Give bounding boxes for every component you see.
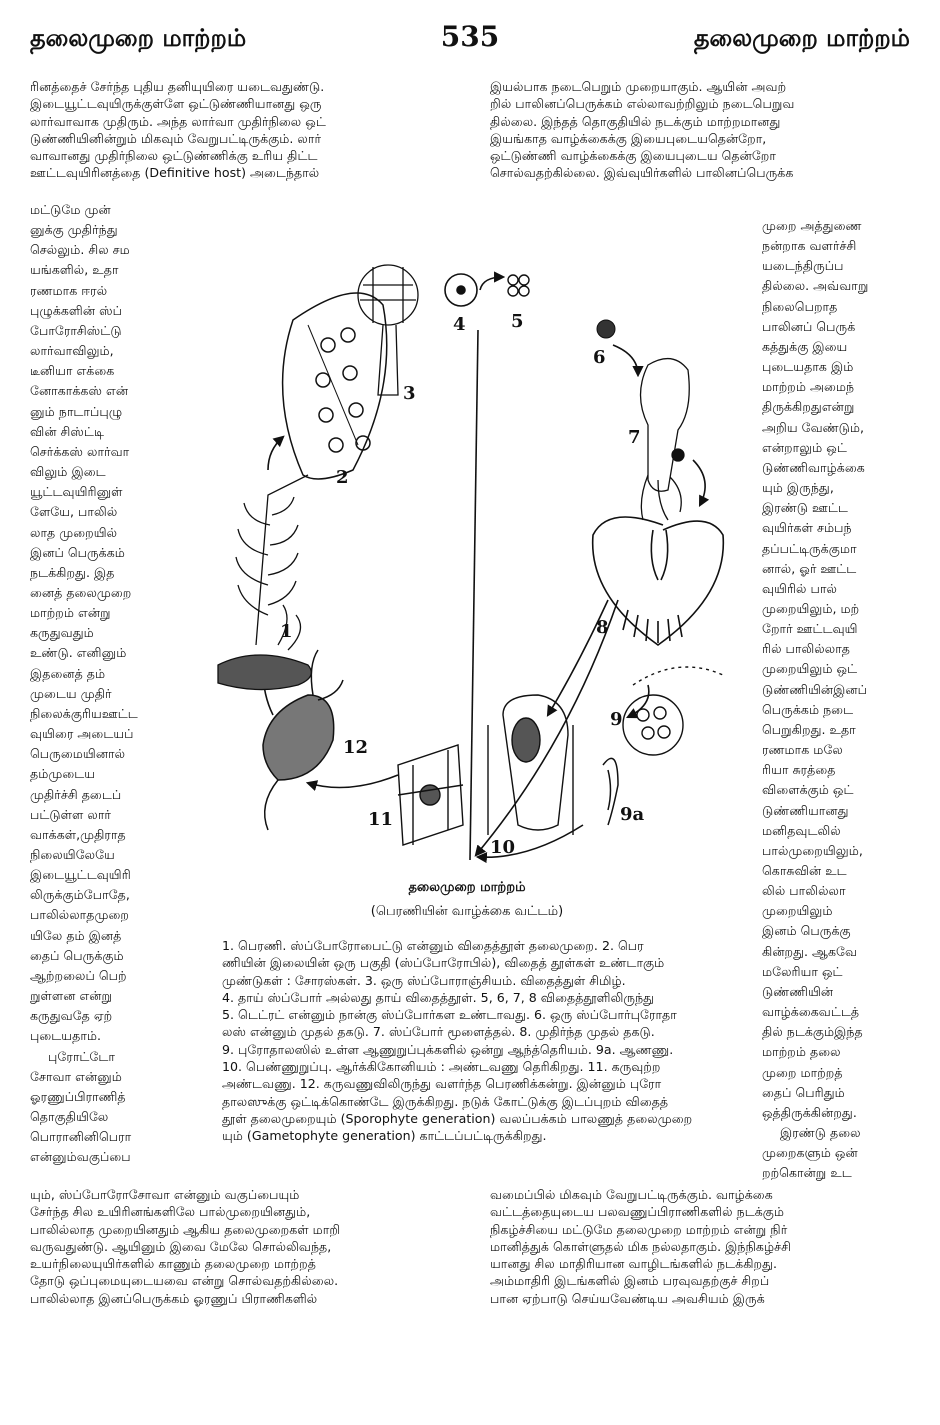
text-line: மாற்றம் தலை: [762, 1044, 841, 1060]
text-line: இயல்பாக நடைபெறும் முறையாகும். ஆயின் அவற்: [490, 79, 787, 94]
dividing-line: [470, 330, 478, 860]
legend-line: 9. புரோதாலஸில் உள்ள ஆணுறுப்புக்களில் ஒன்று ஆந்த்தெரியம். 9a. ஆணணு.: [222, 1041, 674, 1057]
text-line: பொரானினிபெரா: [30, 1129, 132, 1145]
text-line: லிருக்கும்போதே,: [30, 887, 130, 903]
figure-caption-title: தலைமுறை மாற்றம்: [408, 880, 526, 895]
text-line: போரோசிஸ்ட்டு: [30, 322, 122, 338]
text-line: தொகுதியிலே: [30, 1109, 109, 1125]
text-line: கொசுவின் உட: [762, 863, 847, 878]
text-line: கின்றது. ஆகவே: [762, 943, 858, 959]
top-right-paragraph: [490, 78, 910, 182]
legend-line: அண்டவணு. 12. கருவணுவிலிருந்து வளர்ந்த பெரணிக்கன்று. இன்னும் புரோ: [222, 1076, 662, 1092]
sporangium: [358, 265, 418, 395]
text-line: டுண்ணியின்: [762, 983, 834, 999]
text-line: பெறுகிறது. உதா: [762, 721, 856, 737]
running-title-right: தலைமுறை மாற்றம்: [693, 24, 910, 52]
text-line: முறை மாற்றத்: [762, 1064, 843, 1080]
text-line: ரில் பாலில்லாத: [762, 641, 850, 657]
text-line: செல்லும். சில சம: [30, 242, 130, 258]
label-6: 6: [593, 347, 606, 368]
text-line: பாலினப் பெருக்: [762, 318, 856, 334]
text-line: தைப் பெரிதும்: [762, 1084, 845, 1100]
text-line: வருவதுண்டு. ஆயினும் இவை மேலே சொல்லிவந்த,: [30, 1238, 332, 1254]
text-line: செர்க்கஸ் லார்வா: [30, 443, 130, 459]
text-line: வுயிர்கள் சம்பந்: [762, 520, 852, 536]
text-line: இயங்காத வாழ்க்கைக்கு இயைபுடையதென்றோ,: [490, 130, 767, 146]
text-line: இனம் பெருக்கு: [762, 923, 851, 939]
single-spore: [597, 320, 615, 338]
life-cycle-diagram: [208, 205, 726, 875]
left-narrow-column: [30, 200, 185, 1168]
bottom-left-paragraph: [30, 1186, 470, 1307]
text-line: சேர்ந்த சில உயிரினங்களிலே பால்முறையினதும்,: [30, 1204, 311, 1220]
text-line: றோர் ஊட்டவுயி: [762, 621, 858, 637]
text-line: னோகாக்கஸ் என்: [30, 383, 129, 399]
mother-spore: [445, 274, 477, 306]
label-12: 12: [343, 737, 369, 758]
text-line: கத்துக்கு இயை: [762, 338, 848, 354]
legend-line: ணியின் இலையின் ஒரு பகுதி (ஸ்ப்போரோபில்), விதைத் தூள்கள் உண்டாகும்: [222, 955, 665, 971]
legend-line: 10. பெண்ணுறுப்பு. ஆர்க்கிகோனியம் : அண்டவணு தெரிகிறது. 11. கருவுற்ற: [222, 1059, 661, 1075]
text-line: மனிதவுடலில்: [762, 822, 841, 838]
label-10: 10: [490, 837, 516, 858]
label-9: 9: [610, 709, 623, 730]
text-line: பட்டுள்ள லார்: [30, 806, 111, 822]
text-line: முறை அத்துணை: [762, 218, 862, 233]
cycle-arrow: [308, 775, 398, 788]
text-line: முடைய முதிர்: [30, 685, 112, 701]
text-line: விலும் இடை: [30, 464, 106, 480]
bottom-right-paragraph: [490, 1186, 910, 1307]
text-line: யங்களில், உதா: [30, 262, 119, 278]
text-line: மட்டுமே முன்: [30, 202, 111, 217]
label-1: 1: [280, 621, 293, 642]
germinating-spore: [641, 359, 690, 520]
text-line: பெருமையினால்: [30, 746, 126, 762]
text-line: னால், ஓர் ஊட்ட: [762, 560, 857, 576]
cycle-arrow: [693, 460, 705, 505]
text-line: ஒத்திருக்கின்றது.: [762, 1104, 857, 1120]
text-line: என்றாலும் ஒட்: [762, 439, 847, 455]
text-line: பான ஏற்பாடு செய்யவேண்டிய அவசியம் இருக்: [490, 1290, 765, 1306]
text-line: தில்லை. இந்தத் தொகுதியில் நடக்கும் மாற்றமானது: [490, 113, 781, 129]
text-line: டீனியா எக்கை: [30, 363, 115, 379]
text-line: மாற்றம் அமைந்: [762, 379, 855, 395]
figure-legend: [200, 937, 748, 1145]
text-line: டுண்ணியினின்றும் மிகவும் வேறுபட்டிருக்கும். லார்: [30, 130, 322, 146]
figure-caption-subtitle: (பெரணியின் வாழ்க்கை வட்டம்): [370, 904, 564, 919]
text-line: தைப் பெருக்கும்: [30, 947, 124, 963]
text-line: தில்லை. அவ்வாறு: [762, 278, 869, 294]
text-line: என்னும்வகுப்பை: [30, 1149, 131, 1165]
text-line: நிகழ்ச்சியை மட்டுமே தலைமுறை மாற்றம் என்று நிர்: [490, 1221, 788, 1237]
text-line: வட்டத்தையுடைய பலவணுப்பிராணிகளில் நடக்கும்: [490, 1204, 785, 1220]
text-line: லார்வாவிலும்,: [30, 343, 114, 359]
legend-line: லஸ் என்னும் முதல் தகடு. 7. ஸ்ப்போர் மூளைத்தல். 8. முதிர்ந்த முதல் தகடு.: [222, 1024, 655, 1040]
text-line: யிலே தம் இனத்: [30, 927, 122, 943]
text-line: நிலைக்குரியஊட்ட: [30, 705, 138, 721]
text-line: வாழ்க்கைவட்டத்: [762, 1004, 860, 1020]
text-line: விளைக்கும் ஒட்: [762, 782, 854, 798]
text-line: ளேயே, பாலில்: [30, 504, 118, 520]
text-line: லார்வாவாக முதிரும். அந்த லார்வா முதிர்நிலை ஒட்: [30, 113, 326, 129]
text-line: உயர்நிலையுயிர்களில் காணும் தலைமுறை மாற்றத்: [30, 1256, 316, 1272]
text-line: றில் பாலினப்பெருக்கம் எல்லாவற்றிலும் நடைபெறுவ: [490, 96, 795, 112]
text-line: இரண்டு ஊட்ட: [762, 500, 848, 516]
text-line: தோடு ஒப்புமையுடையவை என்று சொல்வதற்கில்லை.: [30, 1273, 339, 1289]
legend-line: யும் (Gametophyte generation) காட்டப்பட்டிருக்கிறது.: [222, 1128, 547, 1144]
text-line: வாக்கள்,முதிராத: [30, 826, 126, 842]
cycle-arrow: [268, 437, 283, 470]
running-title-left: தலைமுறை மாற்றம்: [30, 24, 247, 52]
text-line: யும் இருந்து,: [762, 480, 834, 496]
text-line: ரினத்தைச் சேர்ந்த புதிய தனியுயிரை யடைவதுண்டு.: [30, 79, 325, 94]
text-line: வின் சிஸ்ட்டி: [30, 423, 104, 439]
text-line: பாலில்லாதமுறை: [30, 907, 129, 923]
text-line: கருதுவதும்: [30, 625, 94, 641]
text-line: புரோட்டோ: [48, 1048, 115, 1064]
text-line: தில் நடக்கும்இந்த: [762, 1024, 863, 1040]
text-line: ரணமாக ஈரல்: [30, 282, 108, 298]
text-line: வுயிரில் பால்: [762, 580, 837, 596]
text-line: நிலைபெறாத: [762, 298, 838, 314]
text-line: சொல்வதற்கில்லை. இவ்வுயிர்களில் பாலினப்பெருக்க: [490, 165, 794, 181]
text-line: லில் பாலில்லா: [762, 883, 846, 899]
label-8: 8: [596, 617, 609, 638]
spore-tetrad: [508, 275, 529, 296]
text-line: புழுக்களின் ஸ்ப்: [30, 302, 122, 318]
text-line: தம்முடைய: [30, 766, 96, 782]
text-line: மாற்றம் என்று: [30, 605, 111, 621]
text-line: வாவானது முதிர்நிலை ஒட்டுண்ணிக்கு உரிய திட்ட: [30, 148, 318, 164]
text-line: முறையிலும், மற்: [762, 600, 860, 616]
text-line: இடையூட்டவுயிருக்குள்ளே ஒட்டுண்ணியானது ஒரு: [30, 96, 322, 112]
text-line: னுக்கு முதிர்ந்து: [30, 222, 118, 238]
label-11: 11: [368, 809, 394, 830]
text-line: ரியா சுரத்தை: [762, 762, 836, 778]
text-line: ஆற்றலைப் பெற்: [30, 967, 127, 983]
text-line: அறிய வேண்டும்,: [762, 419, 865, 435]
text-line: பால்முறையிலும்,: [762, 842, 863, 858]
label-2: 2: [336, 467, 349, 488]
text-line: வமைப்பில் மிகவும் வேறுபட்டிருக்கும். வாழ்க்கை: [490, 1187, 773, 1202]
text-line: றற்கொன்று உட: [762, 1165, 852, 1181]
text-line: யானது சில மாதிரியான வாழிடங்களில் நடக்கிறது.: [490, 1256, 778, 1272]
text-line: மானித்துக் கொள்ளுதல் மிக நல்லதாகும். இந்நிகழ்ச்சி: [490, 1238, 791, 1254]
text-line: இனப் பெருக்கம்: [30, 544, 125, 560]
text-line: வுயிரை அடையப்: [30, 726, 134, 742]
legend-line: முண்டுகள் : சோரஸ்கள். 3. ஒரு ஸ்ப்போராஞ்சியம். விதைத்துள் சிமிழ்.: [222, 972, 626, 988]
cycle-arrow: [613, 345, 638, 375]
text-line: ரணமாக மலே: [762, 742, 843, 758]
right-narrow-column: [762, 216, 912, 1184]
text-line: யும், ஸ்ப்போரோசோவா என்னும் வகுப்பையும்: [30, 1187, 300, 1202]
cycle-arrow: [480, 277, 503, 290]
text-line: டுண்ணிவாழ்க்கை: [762, 459, 865, 475]
text-line: தப்பட்டிருக்குமா: [762, 540, 857, 556]
fertilized-egg: [398, 745, 463, 845]
text-line: இடையூட்டவுயிரி: [30, 867, 131, 883]
text-line: றுள்ளன என்று: [30, 988, 113, 1004]
text-line: பாலில்லாத இனப்பெருக்கம் ஓரணுப் பிராணிகளில்: [30, 1290, 318, 1306]
text-line: பாலில்லாத முறையினதும் ஆகிய தலைமுறைகள் மாறி: [30, 1221, 341, 1237]
text-line: முதிர்ச்சி தடைப்: [30, 786, 122, 802]
text-line: னும் நாடாப்புழு: [30, 403, 123, 419]
text-line: அம்மாதிரி இடங்களில் இனம் பரவுவதற்குச் சிறப்: [490, 1273, 770, 1289]
antherozoid: [603, 758, 618, 825]
prothallus: [593, 517, 724, 645]
archegonium: [488, 695, 573, 835]
text-line: உண்டு. எனினும்: [30, 645, 127, 661]
text-line: ஊட்டவுயிரினத்தை (Definitive host) அடைந்தால்: [30, 165, 320, 181]
legend-line: 1. பெரணி. ஸ்ப்போரோபைட்டு என்னும் விதைத்தூள் தலைமுறை. 2. பெர: [222, 938, 644, 953]
text-line: லாத முறையில்: [30, 524, 118, 540]
fern-life-cycle-figure: [208, 205, 726, 875]
text-line: முறையிலும் ஒட்: [762, 661, 858, 677]
legend-line: 5. டெட்ரட் என்னும் நான்கு ஸ்ப்போர்கள உண்டாவது. 6. ஒரு ஸ்ப்போர்புரோதா: [222, 1007, 677, 1023]
text-line: னைத் தலைமுறை: [30, 584, 132, 600]
text-line: முறையிலும்: [762, 903, 833, 919]
legend-line: தூள் தலைமுறையும் (Sporophyte generation) வலப்பக்கம் பாலணுத் தலைமுறை: [222, 1110, 693, 1126]
text-line: புடையதாம்.: [30, 1028, 102, 1044]
label-4: 4: [453, 314, 466, 335]
text-line: பெருக்கம் நடை: [762, 701, 854, 717]
fern-plant: [218, 475, 311, 690]
text-line: திருக்கிறதுஎன்று: [762, 399, 855, 415]
text-line: நடக்கிறது. இத: [30, 564, 115, 580]
text-line: நன்றாக வளர்ச்சி: [762, 238, 857, 254]
frond-with-sori: [283, 293, 387, 479]
text-line: கருதுவதே ஏற்: [30, 1008, 113, 1024]
label-5: 5: [511, 311, 524, 332]
text-line: ஒட்டுண்ணி வாழ்க்கைக்கு இயைபுடைய தென்றோ: [490, 148, 776, 164]
text-line: இதனைத் தம்: [30, 665, 106, 681]
text-line: யூட்டவுயிரினுள்: [30, 484, 123, 500]
text-line: யடைந்திருப்ப: [762, 258, 844, 274]
text-line: ஓரணுப்பிராணித்: [30, 1088, 126, 1104]
text-line: சோவா என்னும்: [30, 1068, 122, 1084]
legend-line: 4. தாய் ஸ்ப்போர் அல்லது தாய் விதைத்தூள். 5, 6, 7, 8 விதைத்தூளிலிருந்து: [222, 989, 655, 1005]
text-line: புடையதாக இம்: [762, 359, 854, 375]
top-left-paragraph: [30, 78, 470, 182]
label-3: 3: [403, 383, 416, 404]
text-line: மலேரியா ஒட்: [762, 963, 843, 979]
text-line: நிலையிலேயே: [30, 847, 115, 862]
text-line: இரண்டு தலை: [780, 1125, 861, 1141]
antheridium: [623, 667, 723, 755]
page-number: 535: [440, 20, 500, 53]
text-line: முறைகளும் ஒன்: [762, 1145, 858, 1161]
legend-line: தாலஸுக்கு ஒட்டிக்கொண்டே இருக்கிறது. நடுக் கோட்டுக்கு இடப்புறம் விதைத்: [222, 1093, 669, 1109]
label-7: 7: [628, 427, 641, 448]
cycle-arrow: [476, 600, 618, 855]
text-line: டுண்ணியானது: [762, 802, 849, 818]
label-9a: 9a: [620, 804, 645, 825]
text-line: டுண்ணியின்இனப்: [762, 681, 867, 697]
